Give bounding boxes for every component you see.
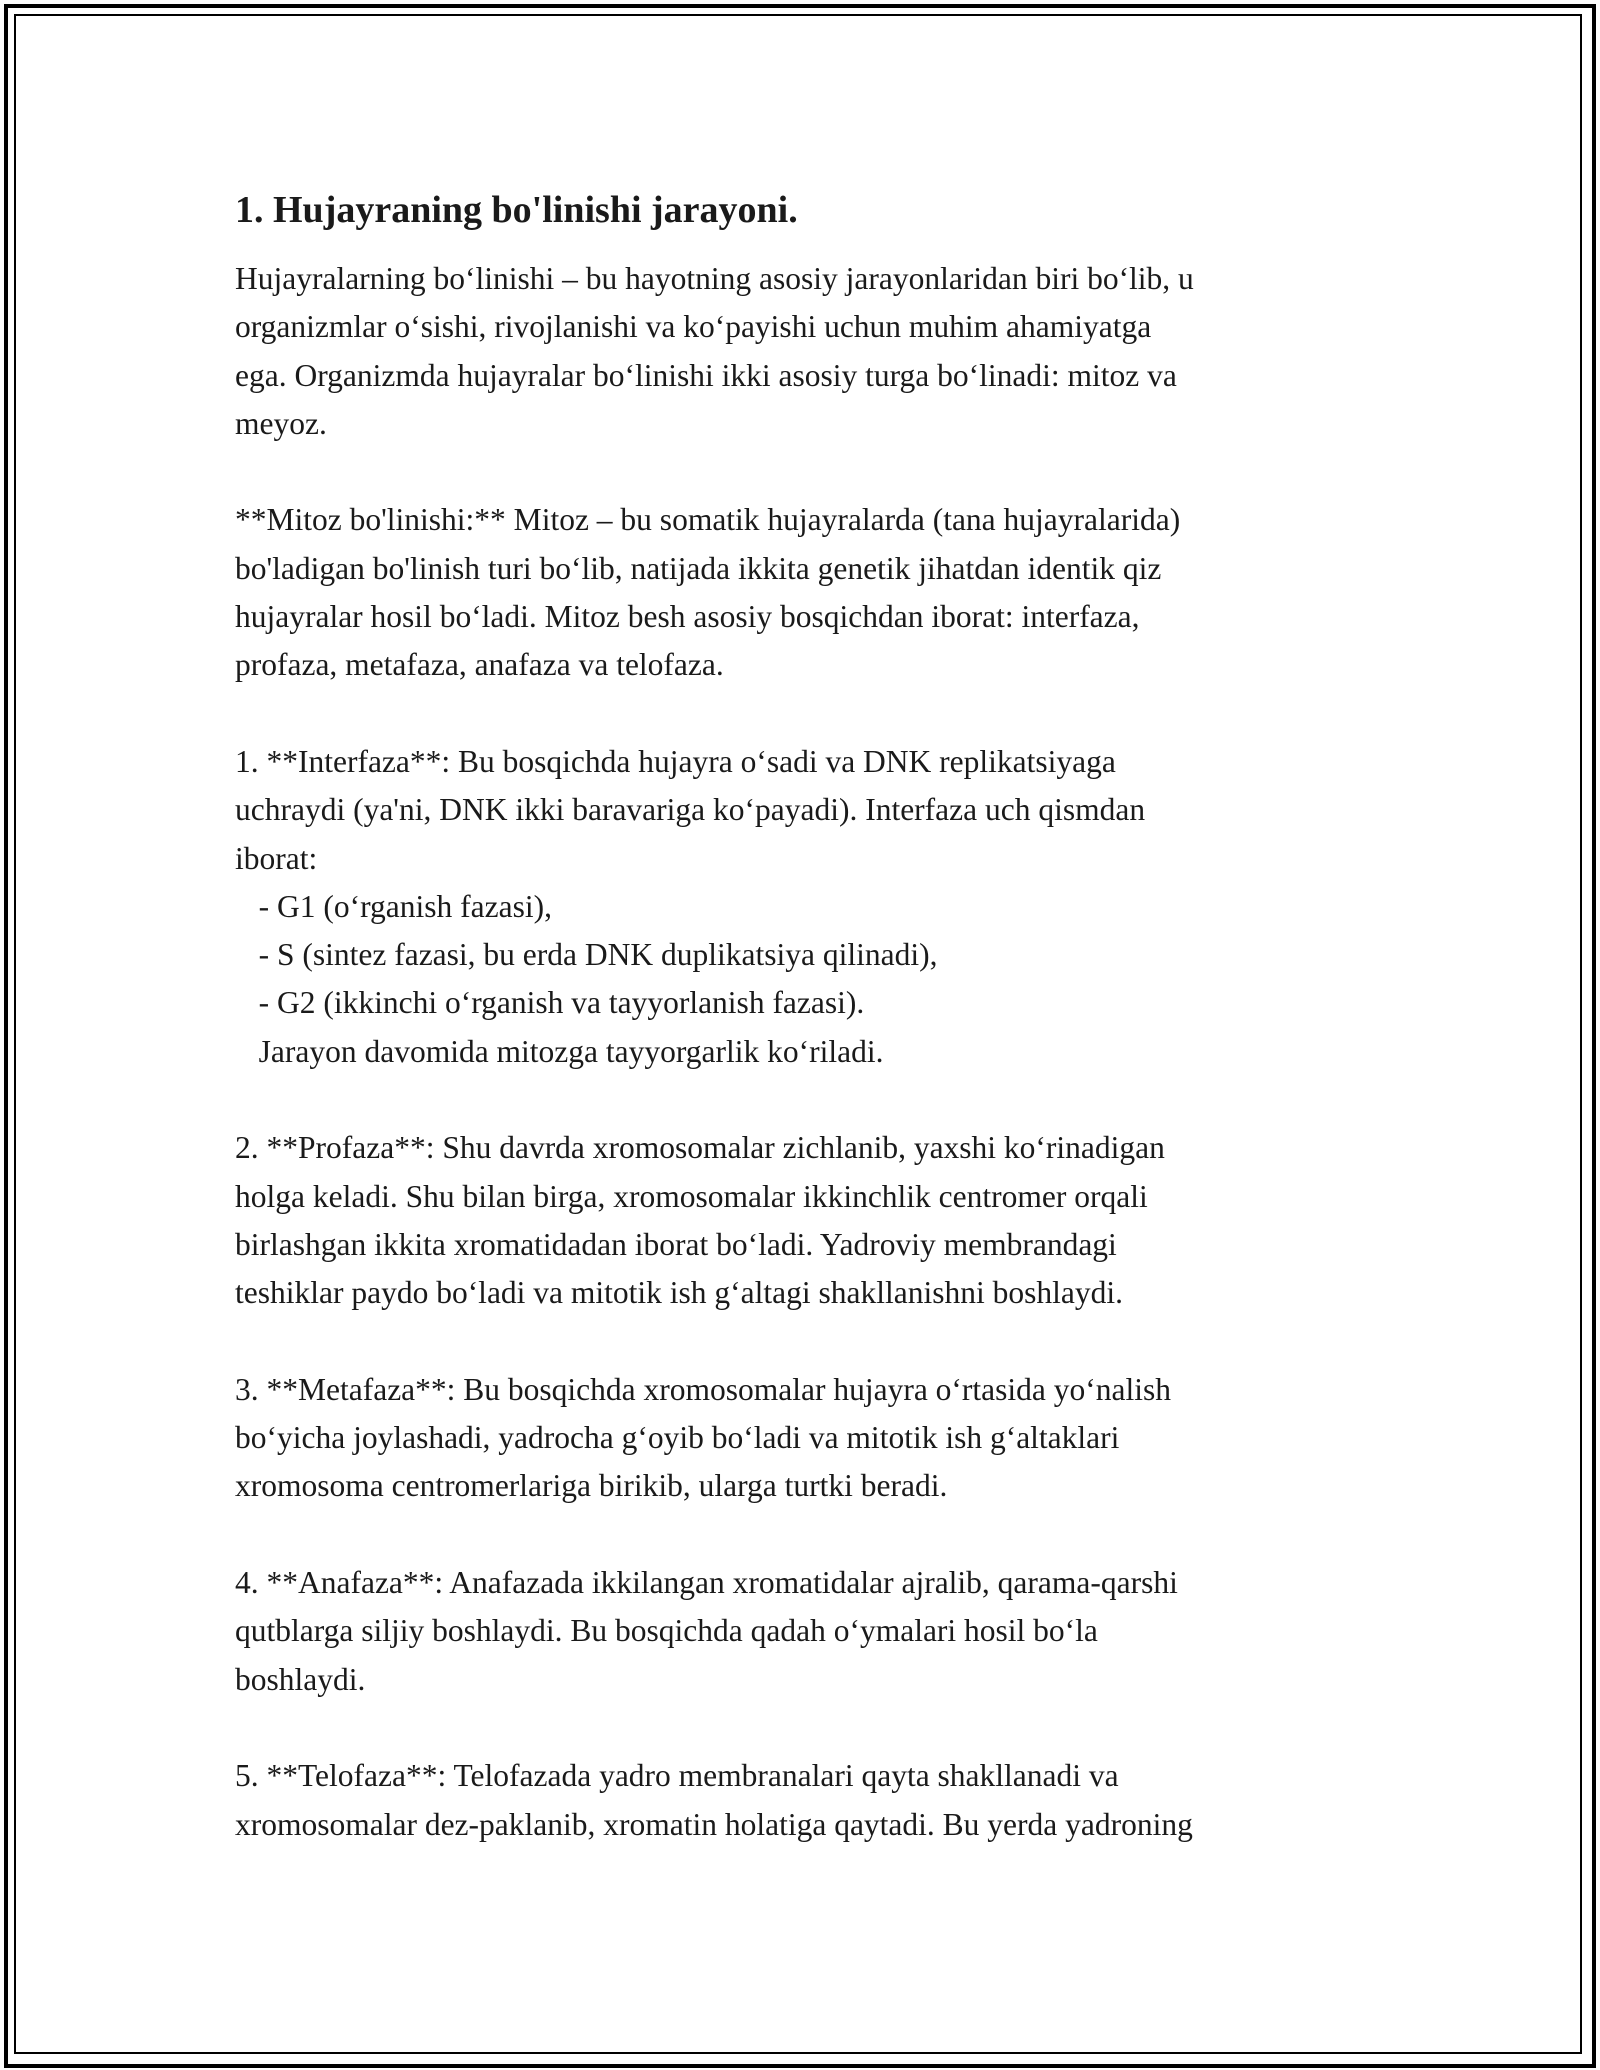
text-line: organizmlar o‘sishi, rivojlanishi va ko‘payishi uchun muhim ahamiyatga [235,309,1152,345]
paragraph-spacer [235,1511,1365,1559]
text-line: birlashgan ikkita xromatidadan iborat bo‘ladi. Yadroviy membrandagi [235,1226,1117,1262]
paragraph-spacer [235,1076,1365,1124]
text-line: 1. **Interfaza**: Bu bosqichda hujayra o‘sadi va DNK replikatsiyaga [235,743,1116,779]
paragraph-spacer [235,448,1365,496]
text-line: meyoz. [235,405,327,441]
paragraph-spacer [235,690,1365,738]
paragraph-spacer [235,1704,1365,1752]
document-body [235,185,1365,1849]
paragraph [235,496,1365,689]
text-line: xromosomalar dez-paklanib, xromatin holatiga qaytadi. Bu yerda yadroning [235,1806,1193,1842]
text-line: - G1 (o‘rganish fazasi), [235,888,552,924]
text-line: Jarayon davomida mitozga tayyorgarlik ko‘riladi. [235,1033,884,1069]
text-line: - S (sintez fazasi, bu erda DNK duplikatsiya qilinadi), [235,937,938,973]
paragraph [235,1752,1365,1849]
text-line: boshlaydi. [235,1661,366,1697]
paragraph-spacer [235,1318,1365,1366]
paragraph [235,1559,1365,1704]
text-line: 2. **Profaza**: Shu davrda xromosomalar zichlanib, yaxshi ko‘rinadigan [235,1130,1165,1166]
text-line: bo'ladigan bo'linish turi bo‘lib, natijada ikkita genetik jihatdan identik qiz [235,550,1162,586]
text-line: teshiklar paydo bo‘ladi va mitotik ish g‘altagi shakllanishni boshlaydi. [235,1275,1123,1311]
paragraph [235,1124,1365,1317]
text-line: ega. Organizmda hujayralar bo‘linishi ikki asosiy turga bo‘linadi: mitoz va [235,357,1177,393]
text-line: 3. **Metafaza**: Bu bosqichda xromosomalar hujayra o‘rtasida yo‘nalish [235,1371,1171,1407]
paragraph [235,738,1365,1076]
text-line: uchraydi (ya'ni, DNK ikki baravariga ko‘payadi). Interfaza uch qismdan [235,792,1146,828]
text-line: iborat: [235,840,318,876]
text-line: bo‘yicha joylashadi, yadrocha g‘oyib bo‘ladi va mitotik ish g‘altaklari [235,1420,1120,1456]
text-line: **Mitoz bo'linishi:** Mitoz – bu somatik hujayralarda (tana hujayralarida) [235,502,1181,538]
text-line: xromosoma centromerlariga birikib, ularga turtki beradi. [235,1468,948,1504]
text-line: holga keladi. Shu bilan birga, xromosomalar ikkinchlik centromer orqali [235,1178,1148,1214]
text-line: Hujayralarning bo‘linishi – bu hayotning asosiy jarayonlaridan biri bo‘lib, u [235,261,1194,296]
text-line: 4. **Anafaza**: Anafazada ikkilangan xromatidalar ajralib, qarama-qarshi [235,1565,1178,1601]
text-line: 5. **Telofaza**: Telofazada yadro membranalari qayta shakllanadi va [235,1758,1119,1794]
paragraph [235,1366,1365,1511]
text-line: qutblarga siljiy boshlaydi. Bu bosqichda qadah o‘ymalari hosil bo‘la [235,1613,1098,1649]
text-line: - G2 (ikkinchi o‘rganish va tayyorlanish fazasi). [235,985,865,1021]
text-line: profaza, metafaza, anafaza va telofaza. [235,647,724,683]
document-title: 1. Hujayraning bo'linishi jarayoni. [235,189,798,231]
paragraph-list [235,255,1365,1849]
text-line: hujayralar hosil bo‘ladi. Mitoz besh asosiy bosqichdan iborat: interfaza, [235,599,1140,635]
paragraph [235,255,1365,448]
